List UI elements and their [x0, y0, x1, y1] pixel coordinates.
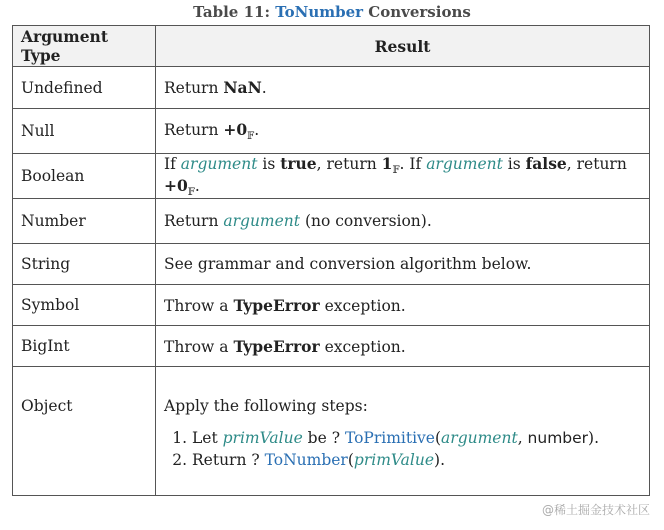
result-cell: Return NaN.	[156, 67, 650, 109]
list-item: 2. Return ? ToNumber(primValue).	[192, 451, 641, 469]
argument-type-cell: BigInt	[13, 326, 156, 367]
argument-type-cell: Boolean	[13, 154, 156, 199]
argument-var-link[interactable]: argument	[180, 155, 258, 173]
table-row	[13, 199, 650, 244]
argument-type-cell: Null	[13, 109, 156, 154]
argument-type-cell: Undefined	[13, 67, 156, 109]
table-row	[13, 285, 650, 326]
argument-type-cell: Object	[13, 367, 156, 496]
steps-intro: Apply the following steps:	[164, 397, 368, 415]
result-cell: If argument is true, return $1_𝔽$. If argument is false, return $+0_𝔽$.	[156, 154, 650, 199]
table-row	[13, 154, 650, 199]
tonumber-caption-link[interactable]: ToNumber	[275, 3, 364, 21]
table-row	[13, 367, 650, 496]
argument-var-link[interactable]: argument	[223, 212, 301, 230]
result-cell: Return $+0_𝔽$.	[156, 109, 650, 154]
steps-list	[164, 429, 641, 469]
header-result: Result	[156, 26, 650, 67]
argument-var-link[interactable]: argument	[441, 429, 518, 447]
primvalue-var-link[interactable]: primValue	[353, 451, 435, 469]
header-argument-type: Argument Type	[13, 26, 156, 67]
argument-type-cell: String	[13, 244, 156, 285]
result-cell: See grammar and conversion algorithm below.	[156, 244, 650, 285]
result-cell: Return argument (no conversion).	[156, 199, 650, 244]
argument-type-cell: Symbol	[13, 285, 156, 326]
tonumber-link[interactable]: ToNumber	[264, 451, 348, 469]
list-item: 1. Let primValue be ? ToPrimitive(argument, number).	[192, 429, 641, 447]
result-cell: Throw a TypeError exception.	[156, 285, 650, 326]
toprimitive-link[interactable]: ToPrimitive	[344, 429, 435, 447]
argument-var-link[interactable]: argument	[426, 155, 503, 173]
primvalue-var-link[interactable]: primValue	[222, 429, 303, 447]
result-cell: Throw a TypeError exception.	[156, 326, 650, 367]
result-cell	[156, 367, 650, 496]
argument-type-cell: Number	[13, 199, 156, 244]
table-row	[13, 109, 650, 154]
table-row	[13, 326, 650, 367]
table-row	[13, 244, 650, 285]
table-row	[13, 67, 650, 109]
table-caption: Table 11: ToNumber Conversions	[193, 3, 471, 21]
watermark: @稀土掘金技术社区	[541, 503, 650, 517]
tonumber-conversions-table	[12, 25, 650, 496]
header-row	[13, 26, 650, 67]
